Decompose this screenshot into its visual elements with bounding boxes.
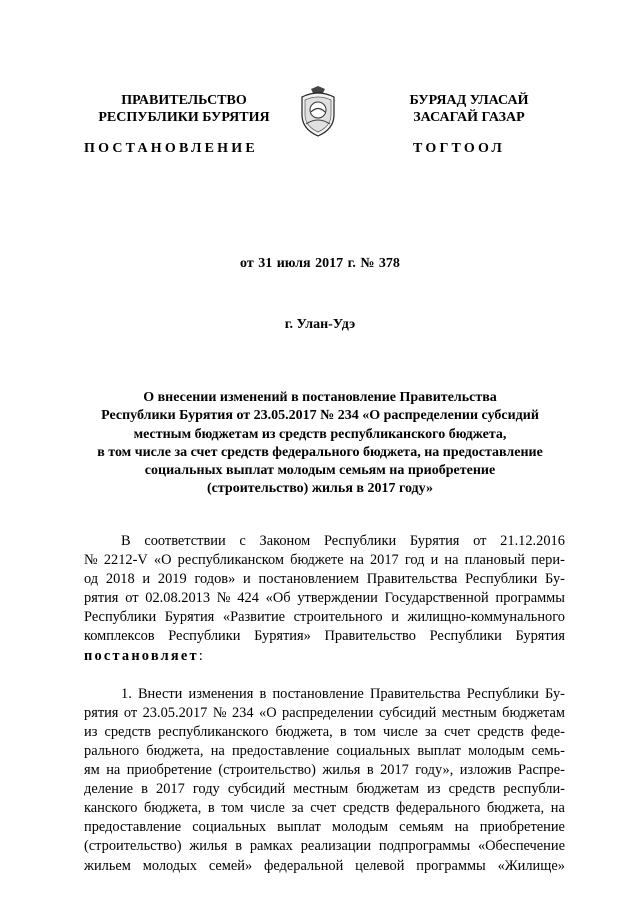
word: феде-: [530, 723, 565, 740]
word: молодым: [331, 819, 389, 836]
body-line: [84, 742, 565, 761]
word: федерального: [395, 800, 481, 817]
word: рамках: [249, 838, 293, 855]
word: Бурятия»: [254, 628, 311, 645]
word: приобретение: [126, 762, 212, 779]
word: выплат: [417, 742, 461, 759]
word: Правительства: [369, 685, 461, 702]
body-line: [84, 780, 565, 799]
word: «Развитие: [222, 609, 286, 626]
word: за: [424, 723, 438, 740]
word: плановый: [464, 552, 525, 569]
title-line: социальных выплат молодым семьям на приобретение: [144, 463, 496, 479]
word: год: [404, 552, 425, 569]
word: бюджета,: [486, 800, 545, 817]
word: числе: [382, 723, 418, 740]
word: Республики: [84, 609, 157, 626]
word: ям: [84, 762, 100, 779]
word: 02.08.2013: [145, 590, 211, 607]
body-line: [84, 551, 565, 570]
word: счет: [310, 800, 337, 817]
word: семь-: [531, 742, 565, 759]
word: федеральной: [264, 857, 344, 874]
word: местным: [441, 704, 497, 721]
word: в: [366, 762, 374, 779]
word: республи-: [503, 781, 565, 798]
title-line: местным бюджетам из средств республиканского бюджета,: [133, 426, 507, 442]
word: Республики: [466, 685, 539, 702]
word: №: [84, 552, 98, 569]
word: жильем: [84, 857, 131, 874]
word: комплексов: [84, 628, 155, 645]
word: Правительство: [324, 628, 416, 645]
word: республиканском: [177, 552, 285, 569]
word: Республики: [429, 628, 502, 645]
word: предоставление: [231, 742, 330, 759]
word: предоставление: [84, 819, 182, 836]
word: 424: [237, 590, 259, 607]
word: в: [339, 723, 347, 740]
body-line: [84, 685, 565, 704]
word: 21.12.2016: [500, 533, 565, 549]
word: от: [473, 533, 487, 549]
word: средств: [342, 800, 390, 817]
word: республиканского: [158, 723, 269, 740]
word: субсидий: [378, 704, 437, 721]
title-line: в том числе за счет средств федерального бюджета, на предоставление: [97, 444, 543, 460]
word: и: [391, 609, 399, 626]
word: году»,: [415, 762, 454, 779]
word: Бурятия: [515, 628, 565, 645]
word: (строительство): [84, 838, 182, 855]
word: 2017: [380, 762, 409, 779]
word: с: [239, 533, 246, 549]
word: деление: [84, 781, 134, 798]
document-kind-ru: ПОСТАНОВЛЕНИЕ: [84, 141, 258, 156]
word: Правительства: [366, 571, 458, 588]
word: подпрограммы: [378, 838, 471, 855]
word: «Об: [265, 590, 291, 607]
document-kind-bur: ТОГТООЛ: [413, 141, 506, 156]
body-line: [84, 704, 565, 723]
word: средств: [448, 781, 496, 798]
decree-title: [80, 389, 560, 499]
word: средств: [477, 723, 524, 740]
word: выплат: [277, 819, 321, 836]
body-line: [84, 761, 565, 780]
word: рального: [84, 742, 140, 759]
document-body: [84, 532, 565, 876]
word: бюджета,: [275, 723, 333, 740]
word: на: [106, 762, 121, 779]
word: том: [221, 800, 244, 817]
body-line: [84, 532, 565, 551]
word: «О: [153, 552, 172, 569]
word: од: [84, 571, 99, 588]
body-line: [84, 608, 565, 627]
word: пери-: [531, 552, 565, 569]
word: распределении: [282, 704, 374, 721]
word: В: [121, 533, 131, 549]
word: (строительство): [218, 762, 316, 779]
word: 2019: [157, 571, 187, 588]
word: средств: [104, 723, 152, 740]
word: субсидий: [227, 781, 286, 798]
decree-word: постановляет: [84, 647, 199, 664]
word: рятия: [84, 590, 119, 607]
word: в: [207, 800, 215, 817]
body-line: [84, 837, 565, 856]
word: Республики: [465, 571, 538, 588]
body-line: [84, 799, 565, 818]
decree-date-number: от 31 июля 2017 г. № 378: [240, 256, 400, 271]
word: Распре-: [518, 762, 565, 779]
government-label-bur: БУРЯАД УЛАСАЙ: [409, 93, 529, 108]
word: реализации: [300, 838, 372, 855]
republic-label: РЕСПУБЛИКИ БУРЯТИЯ: [98, 110, 270, 125]
word: счет: [444, 723, 471, 740]
word: бюджета,: [146, 742, 204, 759]
word: соответствии: [144, 533, 226, 549]
word: Внести: [137, 685, 183, 702]
word: местным: [293, 781, 349, 798]
word: бюджета,: [144, 800, 202, 817]
word: канского: [84, 800, 138, 817]
word: 2017: [156, 781, 185, 798]
word: целевой: [355, 857, 405, 874]
word: от: [125, 590, 139, 607]
word: программы: [495, 590, 565, 607]
word: 23.05.2017: [142, 704, 208, 721]
word: семей»: [208, 857, 253, 874]
word: молодым: [468, 742, 525, 759]
word: строительного: [293, 609, 383, 626]
word: бюджетам: [502, 704, 565, 721]
government-label: ПРАВИТЕЛЬСТВО: [121, 93, 247, 108]
word: Республики: [323, 533, 397, 549]
word: за: [291, 800, 304, 817]
word: 1.: [121, 685, 132, 702]
title-line: (строительство) жилья в 2017 году»: [207, 481, 433, 497]
word: молодых: [142, 857, 197, 874]
word: утверждении: [297, 590, 378, 607]
word: 2212-V: [103, 552, 148, 569]
word: жилья: [189, 838, 228, 855]
word: №: [216, 590, 231, 607]
coat-of-arms-icon: [296, 85, 340, 137]
word: «О: [259, 704, 277, 721]
word: программы: [416, 857, 486, 874]
body-line: [84, 570, 565, 589]
body-line: [84, 589, 565, 608]
word: социальных: [192, 819, 267, 836]
word: на: [349, 552, 364, 569]
word: на: [444, 552, 459, 569]
word: в: [235, 838, 242, 855]
word: изменения: [188, 685, 254, 702]
word: из: [84, 723, 98, 740]
word: и: [243, 571, 251, 588]
body-line: [84, 857, 565, 876]
republic-label-bur: ЗАСАГАЙ ГАЗАР: [413, 110, 525, 125]
word: году: [192, 781, 220, 798]
word: постановление: [272, 685, 364, 702]
word: числе: [250, 800, 285, 817]
word: постановлением: [258, 571, 359, 588]
word: жилья: [322, 762, 361, 779]
word: Республики: [168, 628, 241, 645]
word: изложив: [459, 762, 512, 779]
word: жилищно-коммунального: [407, 609, 565, 626]
word: и: [142, 571, 151, 588]
word: 2018: [105, 571, 135, 588]
word: Бурятия: [409, 533, 460, 549]
word: 2017: [369, 552, 399, 569]
word: семьям: [399, 819, 444, 836]
word: Бурятия: [164, 609, 215, 626]
word: №: [212, 704, 227, 721]
word: на: [550, 800, 565, 817]
word: социальных: [336, 742, 411, 759]
word: из: [427, 781, 441, 798]
word: том: [353, 723, 376, 740]
word: в: [259, 685, 267, 702]
word: рятия: [84, 704, 119, 721]
word: и: [430, 552, 439, 569]
body-line: [84, 627, 565, 646]
word: Законом: [259, 533, 311, 549]
word: бюджетам: [356, 781, 420, 798]
word: в: [141, 781, 148, 798]
word: «Обеспечение: [477, 838, 565, 855]
body-line: [84, 723, 565, 742]
word: Бу-: [545, 571, 565, 588]
body-line: [84, 818, 565, 837]
word: Государственной: [384, 590, 489, 607]
word: приобретение: [479, 819, 565, 836]
title-line: О внесении изменений в постановление Правительства: [143, 390, 497, 405]
word: от: [123, 704, 138, 721]
title-line: Республики Бурятия от 23.05.2017 № 234 «О распределении субсидий: [101, 408, 539, 424]
decree-colon: :: [198, 647, 203, 664]
word: бюджете: [290, 552, 344, 569]
city-label: г. Улан-Удэ: [284, 317, 356, 332]
word: годов»: [194, 571, 236, 588]
word: на: [454, 819, 469, 836]
word: «Жилище»: [497, 857, 565, 874]
word: на: [210, 742, 225, 759]
word: 234: [231, 704, 254, 721]
body-line: [84, 647, 565, 666]
word: Бу-: [545, 685, 565, 702]
